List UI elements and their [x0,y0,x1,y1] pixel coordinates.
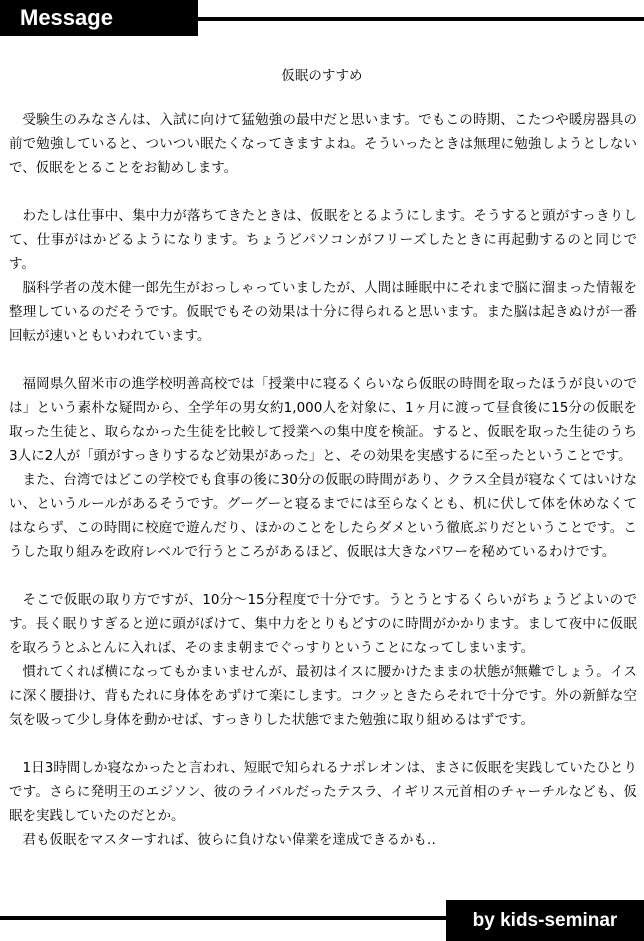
paragraph-gap [9,180,637,204]
article-paragraph: 受験生のみなさんは、入試に向けて猛勉強の最中だと思います。でもこの時期、こたつや暖房器具の前で勉強していると、ついつい眠たくなってきますよね。そういったときは無理に勉強しようとしないで、仮眠をとることをお勧めします。 [9,112,637,176]
article-paragraph: 1日3時間しか寝なかったと言われ、短眠で知られるナポレオンは、まさに仮眠を実践していたひとりです。さらに発明王のエジソン、彼のライバルだったテスラ、イギリス元首相のチャーチルなども、仮眠を実践していたのだとか。 [9,760,637,824]
article-paragraph: わたしは仕事中、集中力が落ちてきたときは、仮眠をとるようにします。そうすると頭がすっきりして、仕事がはかどるようになります。ちょうどパソコンがフリーズしたときに再起動するのと同じです。 [9,208,637,272]
paragraph-gap [9,732,637,756]
article-paragraph: 脳科学者の茂木健一郎先生がおっしゃっていましたが、人間は睡眠中にそれまで脳に溜まった情報を整理しているのだそうです。仮眠でもその効果は十分に得られると思います。また脳は起きぬけが一番回転が速いともいわれています。 [9,280,637,344]
article-paragraph: 慣れてくれば横になってもかまいませんが、最初はイスに腰かけたままの状態が無難でしょう。イスに深く腰掛け、背もたれに身体をあずけて楽にします。コクッときたらそれで十分です。外の新鮮な空気を吸って少し身体を動かせば、すっきりした状態でまた勉強に取り組めるはずです。 [9,664,637,728]
message-header-tab [0,0,198,36]
article-paragraph: また、台湾ではどこの学校でも食事の後に30分の仮眠の時間があり、クラス全員が寝なくてはいけない、というルールがあるそうです。グーグーと寝るまでには至らなくとも、机に伏して体を休めなくてはならず、この時間に校庭で遊んだり、ほかのことをしたらダメという徹底ぶりだということです。こうした取り組みを政府レベルで行うところがあるほど、仮眠は大きなパワーを秘めているわけです。 [9,472,637,560]
article-paragraph: 君も仮眠をマスターすれば、彼らに負けない偉業を達成できるかも‥ [22,832,436,848]
article-paragraph: そこで仮眠の取り方ですが、10分～15分程度で十分です。うとうとするくらいがちょうどよいのです。長く眠りすぎると逆に頭がぼけて、集中力をとりもどすのに時間がかかります。まして夜中に仮眠を取ろうとふとんに入れば、そのまま朝までぐっすりということになってしまいます。 [9,592,637,656]
header-rule [198,17,644,21]
article-paragraph: 福岡県久留米市の進学校明善高校では「授業中に寝るくらいなら仮眠の時間を取ったほうが良いのでは」という素朴な疑問から、全学年の男女約1,000人を対象に、1ヶ月に渡って昼食後に15分の仮眠を取った生徒と、取らなかった生徒を比較して授業への集中度を検証。すると、仮眠を取った生徒のうち3人に2人が「頭がすっきりするなど効果があった」と、その効果を実感するに至ったということです。 [9,376,637,464]
article-body [9,108,637,852]
message-header-label: Message [20,5,113,30]
article-title: 仮眠のすすめ [281,68,363,84]
footer-rule [0,916,446,920]
footer-credit-label: by kids-seminar [472,910,618,931]
paragraph-gap [9,564,637,588]
paragraph-gap [9,348,637,372]
footer-credit-tab [446,900,644,941]
